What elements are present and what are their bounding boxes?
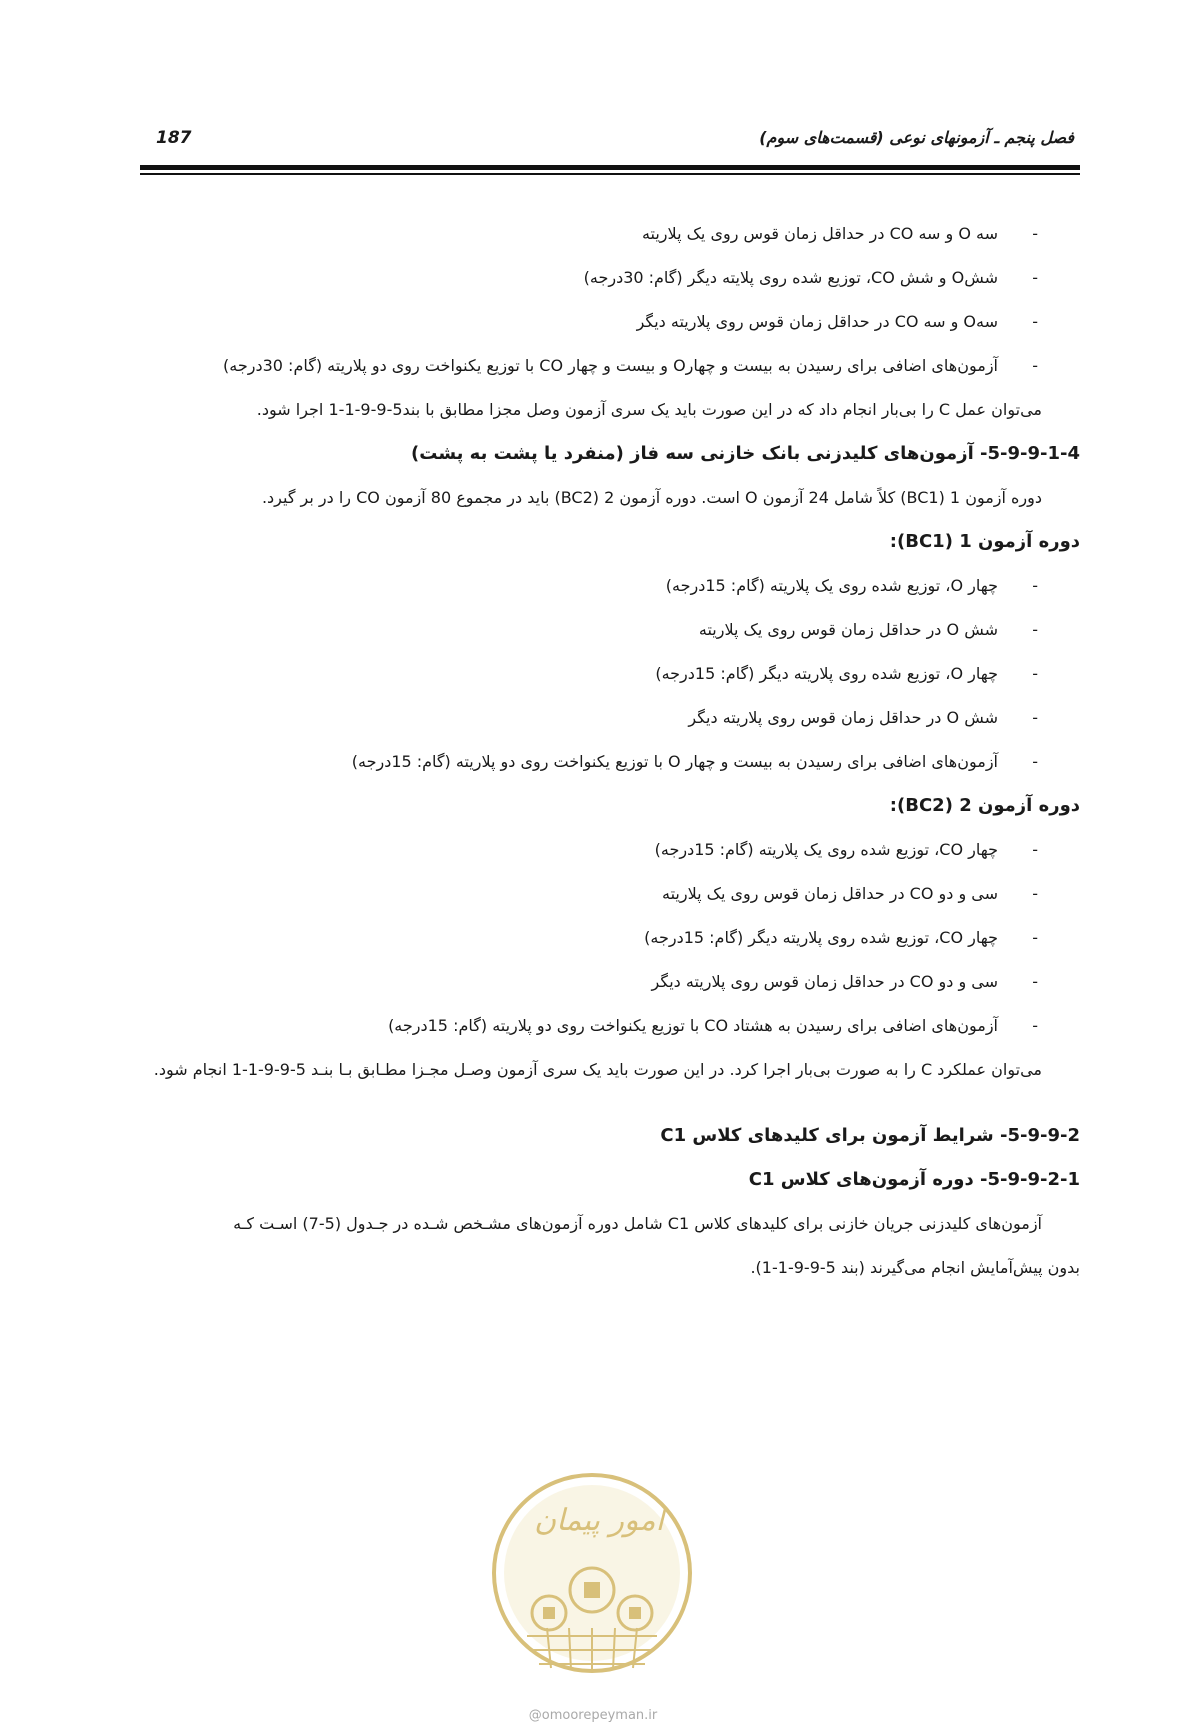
watermark-site: @omoorepeyman.ir xyxy=(528,1708,658,1723)
page-number: 187 xyxy=(156,128,192,148)
list-item: - شش O در حداقل زمان قوس روی یک پلاریته xyxy=(698,620,1038,639)
header-rule-thin xyxy=(140,173,1080,175)
paragraph-4-line-1: آزمون‌های کلیدزنی جریان خازنی برای کلیدهای کلاس C1 شامل دوره آزمون‌های مشـخص شـده در جـدول (5-7) اسـت کـه xyxy=(233,1214,1042,1233)
document-body xyxy=(140,212,1080,1290)
list-item: - شش‌O و شش CO، توزیع شده روی پلایته دیگر (گام: 30درجه) xyxy=(583,268,1038,287)
list-bc2 xyxy=(140,828,1080,1048)
logo-lettering: امور پیمان xyxy=(534,1503,664,1538)
list-item: - چهار CO، توزیع شده روی پلاریته دیگر (گام: 15درجه) xyxy=(644,928,1038,947)
watermark-logo xyxy=(487,1468,697,1698)
list-item: - سی و دو CO در حداقل زمان قوس روی یک پلاریته xyxy=(662,884,1038,903)
paragraph-1: می‌توان عمل C را بی‌بار انجام داد که در این صورت باید یک سری آزمون وصل مجزا مطابق با بند5-9-9-1-1 اجرا شود. xyxy=(256,400,1042,419)
list-item: - چهار O، توزیع شده روی پلاریته دیگر (گام: 15درجه) xyxy=(655,664,1038,683)
list-item: - آزمون‌های اضافی برای رسیدن به هشتاد CO با توزیع یکنواخت روی دو پلاریته (گام: 15درجه) xyxy=(388,1016,1038,1035)
list-bc1 xyxy=(140,564,1080,784)
heading-bc1: دوره آزمون 1 (BC1): xyxy=(889,531,1080,552)
section-heading-capacitor-bank: 5-9-9-1-4- آزمون‌های کلیدزنی بانک خازنی سه فاز (منفرد یا پشت به پشت) xyxy=(411,443,1080,464)
chapter-title: فصل پنجم ـ آزمونهای نوعی (قسمت‌های سوم) xyxy=(759,128,1074,147)
paragraph-4-line-2: بدون پیش‌آمایش انجام می‌گیرند (بند 5-9-9-1-1). xyxy=(750,1258,1080,1277)
heading-bc2: دوره آزمون 2 (BC2): xyxy=(889,795,1080,816)
list-item: - شش O در حداقل زمان قوس روی پلاریته دیگر xyxy=(688,708,1038,727)
list-item: - چهار CO، توزیع شده روی یک پلاریته (گام: 15درجه) xyxy=(654,840,1038,859)
list-item: - آزمون‌های اضافی برای رسیدن به بیست و چهار O با توزیع یکنواخت روی دو پلاریته (گام: 15درجه) xyxy=(351,752,1038,771)
list-item: - سه O و سه CO در حداقل زمان قوس روی یک پلاریته xyxy=(641,224,1038,243)
paragraph-2: دوره آزمون 1 (BC1) کلاً شامل 24 آزمون O است. دوره آزمون 2 (BC2) باید در مجموع 80 آزمون CO را در بر گیرد. xyxy=(261,488,1042,507)
section-heading-c1-test-duty: 5-9-9-2-1- دوره آزمون‌های کلاس C1 xyxy=(748,1169,1080,1190)
list-item: - چهار O، توزیع شده روی یک پلاریته (گام: 15درجه) xyxy=(665,576,1038,595)
header-rule-thick xyxy=(140,165,1080,170)
paragraph-3: می‌توان عملکرد C را به صورت بی‌بار اجرا کرد. در این صورت باید یک سری آزمون وصـل مجـزا مطـابق بـا بنـد 5-9-9-1-1 انجام شود. xyxy=(153,1060,1042,1079)
list-item: - آزمون‌های اضافی برای رسیدن به بیست و چهار‌O و بیست و چهار CO با توزیع یکنواخت روی دو پلاریته (گام: 30درجه) xyxy=(223,356,1038,375)
list-item: - سه‌O و سه CO در حداقل زمان قوس روی پلاریته دیگر xyxy=(636,312,1038,331)
list-top xyxy=(140,212,1080,388)
list-item: - سی و دو CO در حداقل زمان قوس روی پلاریته دیگر xyxy=(651,972,1038,991)
section-heading-c1-conditions: 5-9-9-2- شرایط آزمون برای کلیدهای کلاس C1 xyxy=(660,1125,1080,1146)
page-header xyxy=(140,122,1080,152)
